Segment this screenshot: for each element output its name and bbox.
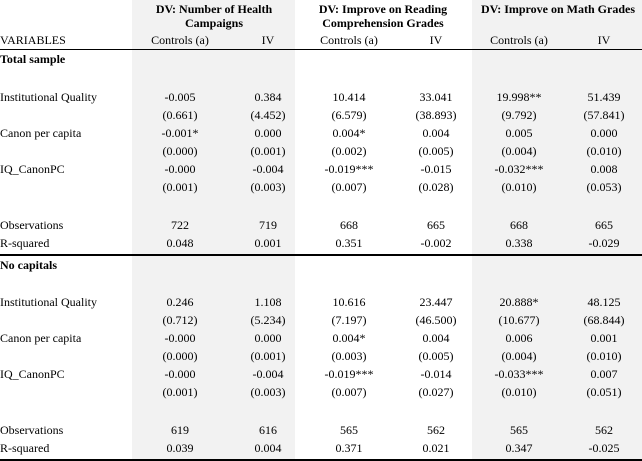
coef-cell: 0.001 xyxy=(590,331,618,345)
se-cell: (10.677) xyxy=(498,313,540,327)
stat-cell: 668 xyxy=(510,218,528,232)
se-cell: (0.010) xyxy=(501,385,537,399)
section-rule xyxy=(0,254,642,256)
stat-cell: 0.351 xyxy=(335,236,363,250)
se-cell: (57.841) xyxy=(583,108,625,122)
se-cell: (0.661) xyxy=(162,108,198,122)
coef-cell: 0.000 xyxy=(590,126,618,140)
coef-cell: -0.032*** xyxy=(494,162,544,176)
coef-cell: -0.005 xyxy=(164,90,196,104)
se-cell: (0.005) xyxy=(418,349,454,363)
coef-cell: 51.439 xyxy=(587,90,621,104)
coef-cell: 0.004* xyxy=(332,331,366,345)
stat-cell: 0.001 xyxy=(254,236,282,250)
stat-cell: 565 xyxy=(340,423,358,437)
stat-cell: 0.338 xyxy=(505,236,533,250)
section-title: No capitals xyxy=(0,258,57,272)
se-cell: (0.028) xyxy=(418,180,454,194)
coef-cell: -0.000 xyxy=(164,331,196,345)
coef-cell: -0.001* xyxy=(161,126,199,140)
se-cell: (6.579) xyxy=(331,108,367,122)
section-title: Total sample xyxy=(0,52,66,66)
coef-cell: 23.447 xyxy=(419,295,453,309)
stat-cell: 619 xyxy=(171,423,189,437)
subcol-header: IV xyxy=(261,33,275,47)
se-cell: (0.003) xyxy=(331,349,367,363)
coef-cell: 0.007 xyxy=(590,367,618,381)
coef-cell: 33.041 xyxy=(419,90,453,104)
coef-cell: -0.004 xyxy=(252,367,284,381)
se-cell: (0.051) xyxy=(586,385,622,399)
se-cell: (0.010) xyxy=(586,349,622,363)
subcol-header: IV xyxy=(597,33,611,47)
se-cell: (46.500) xyxy=(415,313,457,327)
se-cell: (0.027) xyxy=(418,385,454,399)
se-cell: (0.712) xyxy=(162,313,198,327)
subcol-header: IV xyxy=(429,33,443,47)
header-rule xyxy=(0,49,642,50)
coef-cell: 0.246 xyxy=(166,295,194,309)
stat-cell: 0.004 xyxy=(254,441,282,455)
coef-cell: -0.000 xyxy=(164,367,196,381)
coef-cell: -0.004 xyxy=(252,162,284,176)
stat-cell: 0.347 xyxy=(505,441,533,455)
se-cell: (5.234) xyxy=(250,313,286,327)
stat-cell: -0.029 xyxy=(588,236,620,250)
se-cell: (0.007) xyxy=(331,180,367,194)
se-cell: (7.197) xyxy=(331,313,367,327)
coef-cell: 0.004* xyxy=(332,126,366,140)
se-cell: (0.000) xyxy=(162,349,198,363)
coef-cell: 0.004 xyxy=(422,331,450,345)
row-label: Canon per capita xyxy=(0,331,82,345)
stat-cell: 719 xyxy=(259,218,277,232)
se-cell: (9.792) xyxy=(501,108,537,122)
coef-cell: -0.015 xyxy=(420,162,452,176)
stat-cell: -0.002 xyxy=(420,236,452,250)
group-header-math: DV: Improve on Math Grades xyxy=(480,2,635,16)
se-cell: (4.452) xyxy=(250,108,286,122)
se-cell: (0.004) xyxy=(501,144,537,158)
stat-cell: 665 xyxy=(595,218,613,232)
coef-cell: -0.019*** xyxy=(324,162,374,176)
stat-cell: 665 xyxy=(427,218,445,232)
row-label: IQ_CanonPC xyxy=(0,162,65,176)
stat-cell: 0.371 xyxy=(335,441,363,455)
stat-label: Observations xyxy=(0,423,64,437)
se-cell: (0.002) xyxy=(331,144,367,158)
coef-cell: 0.000 xyxy=(254,331,282,345)
stat-label: Observations xyxy=(0,218,64,232)
se-cell: (0.007) xyxy=(331,385,367,399)
coef-cell: 0.000 xyxy=(254,126,282,140)
coef-cell: 48.125 xyxy=(587,295,621,309)
coef-cell: 1.108 xyxy=(254,295,282,309)
stat-cell: -0.025 xyxy=(588,441,620,455)
se-cell: (0.001) xyxy=(250,349,286,363)
se-cell: (0.010) xyxy=(501,180,537,194)
stat-label: R-squared xyxy=(0,236,50,250)
stat-label: R-squared xyxy=(0,441,50,455)
se-cell: (0.001) xyxy=(250,144,286,158)
coef-cell: 0.008 xyxy=(590,162,618,176)
stat-cell: 616 xyxy=(259,423,277,437)
se-cell: (0.053) xyxy=(586,180,622,194)
se-cell: (0.005) xyxy=(418,144,454,158)
se-cell: (0.003) xyxy=(250,180,286,194)
row-label: IQ_CanonPC xyxy=(0,367,65,381)
coef-cell: -0.014 xyxy=(420,367,452,381)
se-cell: (38.893) xyxy=(415,108,457,122)
se-cell: (0.010) xyxy=(586,144,622,158)
se-cell: (0.003) xyxy=(250,385,286,399)
row-label: Institutional Quality xyxy=(0,295,97,309)
coef-cell: 0.006 xyxy=(505,331,533,345)
stat-cell: 668 xyxy=(340,218,358,232)
se-cell: (0.000) xyxy=(162,144,198,158)
stat-cell: 0.048 xyxy=(166,236,194,250)
group-header-health: DV: Number of Health Campaigns xyxy=(155,2,273,30)
stat-cell: 562 xyxy=(595,423,613,437)
se-cell: (0.004) xyxy=(501,349,537,363)
coef-cell: 0.004 xyxy=(422,126,450,140)
stat-cell: 565 xyxy=(510,423,528,437)
stat-cell: 562 xyxy=(427,423,445,437)
coef-cell: -0.000 xyxy=(164,162,196,176)
coef-cell: 10.414 xyxy=(332,90,366,104)
se-cell: (0.001) xyxy=(162,180,198,194)
variables-label: VARIABLES xyxy=(0,33,66,47)
group-header-reading: DV: Improve on Reading Comprehension Grades xyxy=(318,2,448,30)
subcol-header: Controls (a) xyxy=(320,33,378,47)
coef-cell: 0.005 xyxy=(505,126,533,140)
coef-cell: 20.888* xyxy=(499,295,539,309)
row-label: Canon per capita xyxy=(0,126,82,140)
row-label: Institutional Quality xyxy=(0,90,97,104)
stat-cell: 0.021 xyxy=(422,441,450,455)
coef-cell: 0.384 xyxy=(254,90,282,104)
subcol-header: Controls (a) xyxy=(151,33,209,47)
subcol-header: Controls (a) xyxy=(490,33,548,47)
se-cell: (0.001) xyxy=(162,385,198,399)
coef-cell: -0.019*** xyxy=(324,367,374,381)
coef-cell: 10.616 xyxy=(332,295,366,309)
se-cell: (68.844) xyxy=(583,313,625,327)
stat-cell: 0.039 xyxy=(166,441,194,455)
coef-cell: 19.998** xyxy=(496,90,542,104)
stat-cell: 722 xyxy=(171,218,189,232)
coef-cell: -0.033*** xyxy=(494,367,544,381)
